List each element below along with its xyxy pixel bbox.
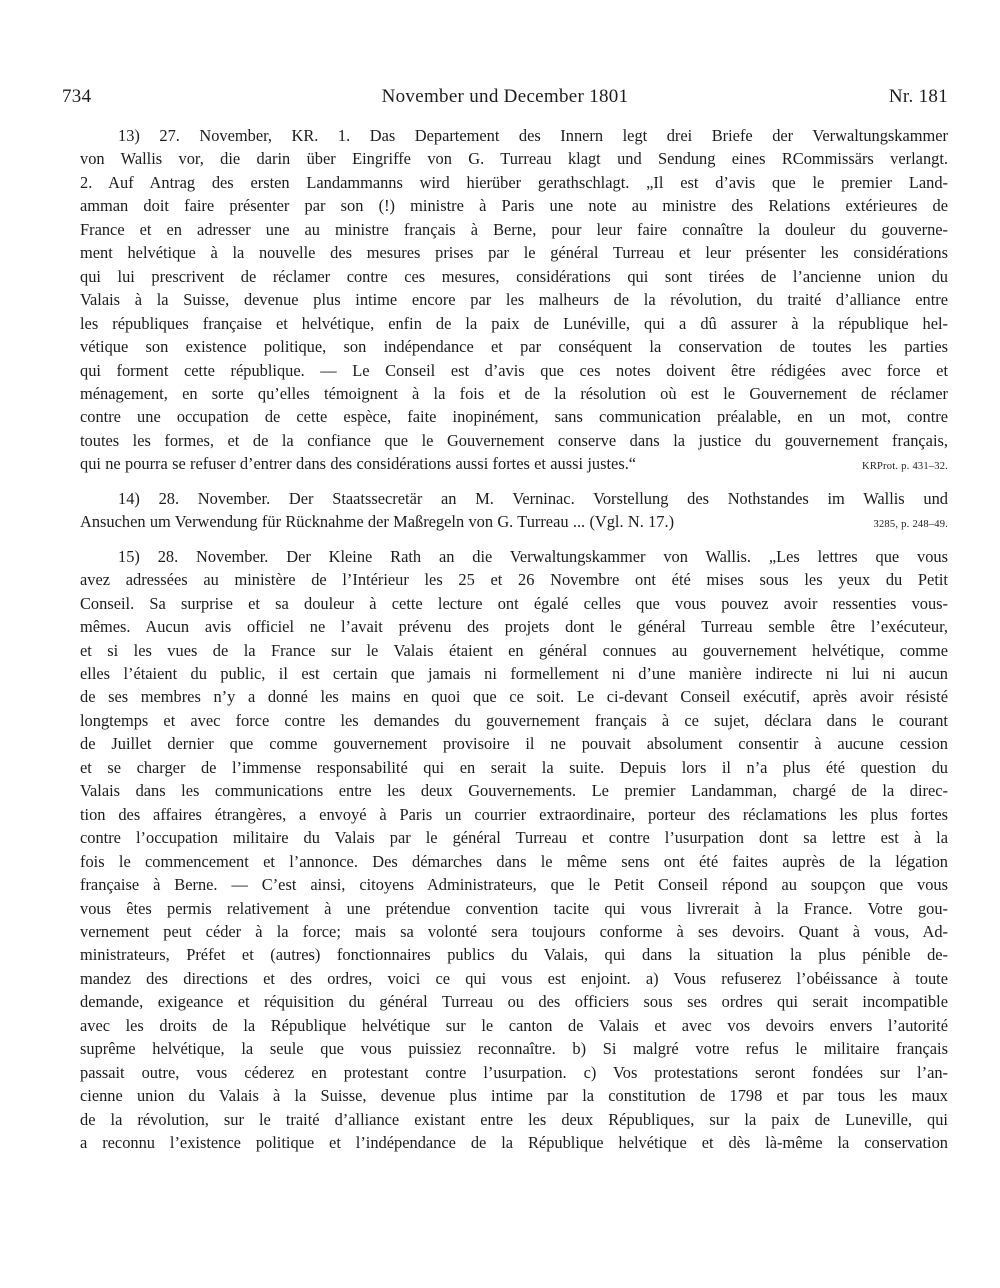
entry-13 [80, 124, 948, 479]
text-line: demande, exigeance et réquisition du général Turreau ou des officiers sous ses ordres qui serait incompatible [80, 992, 948, 1012]
text-line: de la révolution, sur le traité d’alliance existant entre les deux Républiques, sur la paix de Luneville, qui [80, 1109, 948, 1129]
text-line: ménagement, en sorte qu’elles témoignent à la fois et de la résolution où est le Gouvernement de réclamer [80, 383, 948, 403]
page-header [62, 86, 948, 114]
text-line: vous êtes permis relativement à une prétendue convention tacite qui vous livrerait à la France. Votre gou- [80, 898, 948, 918]
entry-15 [80, 545, 948, 1155]
text-line: contre une occupation de cette espèce, faite inopinément, sans communication préalable, en un mot, contre [80, 407, 948, 427]
running-title: November und December 1801 [381, 86, 629, 107]
text-line: fois le commencement et l’annonce. Des démarches dans le même sens ont été faites auprès de la légation [80, 851, 948, 871]
text-line: longtemps et avec force contre les demandes du gouvernement français à ce sujet, déclara dans le courant [80, 710, 948, 730]
text-line: 13) 27. November, KR. 1. Das Departement des Innern legt drei Briefe der Verwaltungskammer [118, 126, 948, 145]
text-line: cienne union du Valais à la Suisse, devenue plus intime par la constitution de 1798 et par tous les maux [80, 1086, 948, 1106]
page-number: 734 [62, 86, 92, 107]
source-reference: KRProt. p. 431–32. [862, 461, 948, 473]
text-line: passait outre, vous céderez en protestant contre l’usurpation. c) Vos protestations seront fondées sur l’an- [80, 1062, 948, 1082]
text-line: 2. Auf Antrag des ersten Landammanns wird hierüber gerathschlagt. „Il est d’avis que le premier Land- [80, 172, 948, 192]
text-line: les républiques française et helvétique, enfin de la paix de Lunéville, qui a dû assurer à la république hel- [80, 313, 948, 333]
text-line: Conseil. Sa surprise et sa douleur à cette lecture ont égalé celles que vous pouvez avoir ressenties vous- [80, 593, 948, 613]
text-line: mêmes. Aucun avis officiel ne l’avait prévenu des projets dont le général Turreau semble être l’exécuteur, [80, 617, 948, 637]
text-line-final [80, 452, 948, 478]
text-line: ment helvétique à la nouvelle des mesures prises par le général Turreau et leur présenter les considérations [80, 243, 948, 263]
text-line-final-content: qui ne pourra se refuser d’entrer dans des considérations aussi fortes et aussi justes.“ [80, 454, 637, 474]
text-line-final [80, 510, 948, 536]
text-line: vétique son existence politique, son indépendance et par conséquent la conservation de toutes les parties [80, 337, 948, 357]
text-line: vernement peut céder à la force; mais sa volonté sera toujours conforme à ses devoirs. Quant à vous, Ad- [80, 921, 948, 941]
text-line: Valais dans les communications entre les deux Gouvernements. Le premier Landamman, chargé de la direc- [80, 781, 948, 801]
entry-14 [80, 487, 948, 537]
text-line: Valais à la Suisse, devenue plus intime encore par les malheurs de la révolution, du traité d’alliance entre [80, 290, 948, 310]
page-body [80, 124, 948, 1154]
text-line: et si les vues de la France sur le Valais étaient en général connues au gouvernement helvétique, comme [80, 640, 948, 660]
text-line: tion des affaires étrangères, a envoyé à Paris un courrier extraordinaire, porteur des réclamations les plus fortes [80, 804, 948, 824]
text-line: a reconnu l’existence politique et l’indépendance de la République helvétique et dès là-même la conservation [80, 1133, 948, 1153]
text-line: avez adressées au ministère de l’Intérieur les 25 et 26 Novembre ont été mises sous les yeux du Petit [80, 570, 948, 590]
text-line: qui lui prescrivent de réclamer contre ces mesures, considérations qui sont tirées de l’ancienne union du [80, 266, 948, 286]
text-line: qui forment cette république. — Le Conseil est d’avis que ces notes doivent être rédigées avec force et [80, 360, 948, 380]
text-line: elles l’étaient du public, il est certain que jamais ni formellement ni d’une manière indirecte ni lui ni aucun [80, 663, 948, 683]
document-number: Nr. 181 [888, 86, 948, 107]
text-line: 14) 28. November. Der Staatssecretär an M. Verninac. Vorstellung des Nothstandes im Wallis und [118, 488, 948, 508]
text-line: amman doit faire présenter par son (!) ministre à Paris une note au ministre des Relations extérieures de [80, 196, 948, 216]
text-line: française à Berne. — C’est ainsi, citoyens Administrateurs, que le Petit Conseil répond au soupçon que vous [80, 875, 948, 895]
text-line: toutes les formes, et de la confiance que le Gouvernement conserve dans la justice du gouvernement français, [80, 430, 948, 450]
text-line: de ses membres n’y a donné les mains en quoi que ce soit. Le ci-devant Conseil exécutif, après avoir résisté [80, 687, 948, 707]
text-line: ministrateurs, Préfet et (autres) fonctionnaires publics du Valais, qui dans la situation la plus pénible de- [80, 945, 948, 965]
text-line: France et en adresser une au ministre français à Berne, pour leur faire connaître la douleur du gouverne- [80, 219, 948, 239]
text-line: 15) 28. November. Der Kleine Rath an die Verwaltungskammer von Wallis. „Les lettres que vous [118, 546, 948, 566]
text-line: de Juillet dernier que comme gouvernement provisoire il ne pouvait absolument consentir à aucune cession [80, 734, 948, 754]
text-line: et se charger de l’immense responsabilité qui en serait la suite. Depuis lors il n’a plus été question du [80, 757, 948, 777]
source-reference: 3285, p. 248–49. [873, 519, 948, 531]
text-line: avec les droits de la République helvétique sur le canton de Valais et avec vos devoirs envers l’autorité [80, 1015, 948, 1035]
text-line: contre l’occupation militaire du Valais par le général Turreau et contre l’usurpation dont sa lettre est à la [80, 828, 948, 848]
text-line: mandez des directions et des ordres, voici ce qui vous est enjoint. a) Vous refuserez l’obéissance à toute [80, 968, 948, 988]
text-line: von Wallis vor, die darin über Eingriffe von G. Turreau klagt und Sendung eines RCommissärs verlangt. [80, 149, 948, 169]
text-line-final-content: Ansuchen um Verwendung für Rücknahme der Maßregeln von G. Turreau ... (Vgl. N. 17.) [80, 512, 675, 532]
text-line: suprême helvétique, la seule que vous puissiez reconnaître. b) Si malgré votre refus le militaire français [80, 1039, 948, 1059]
